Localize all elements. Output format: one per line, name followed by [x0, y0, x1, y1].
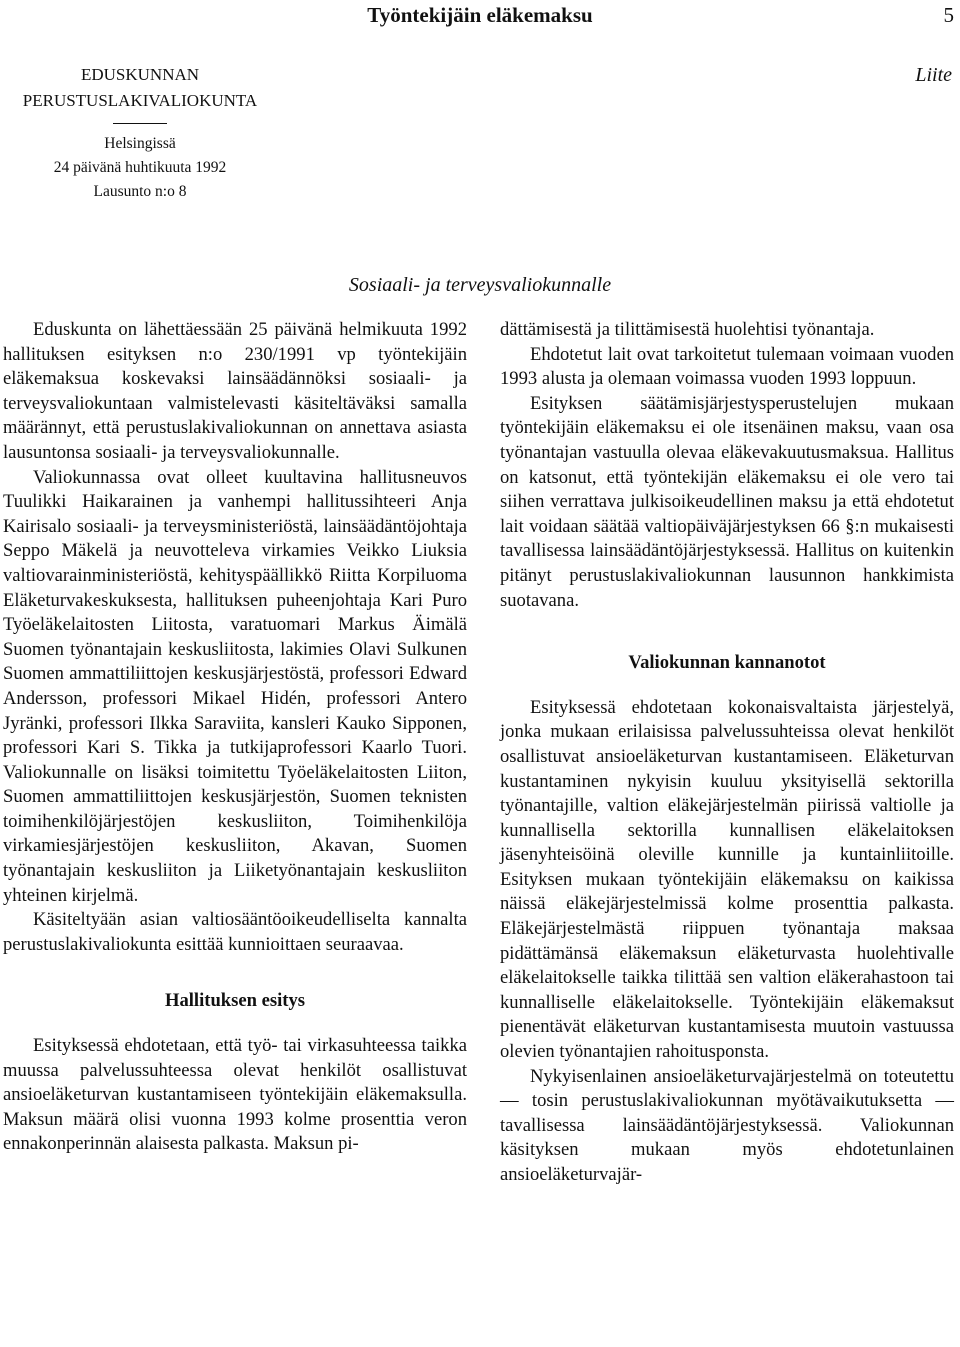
paragraph: Esityksen säätämisjärjestysperustelujen mukaan työntekijäin eläkemaksu ei ole itsenäinen maksu, vaan osa työnantajan vastuulla olevaa eläkevakuutusmaksua. Hallitus on katsonut, että työntekijän eläkemaksu ei ole vero tai siihen verrattava julkisoikeudellinen maksu ja että ehdotetut lait voidaan säätää valtiopäiväjärjestyksen 66 §:n mukaisesti tavallisessa lainsäädäntöjärjestyksessä. Hallitus on kuitenkin pitänyt perustuslakivaliokunnan lausunnon hankkimista suotavana. — [500, 392, 954, 611]
page-number: 5 — [943, 3, 954, 27]
section-heading: Hallituksen esitys — [165, 990, 305, 1012]
sender-date: 24 päivänä huhtikuuta 1992 — [53, 159, 227, 176]
statement-number: Lausunto n:o 8 — [93, 183, 187, 200]
paragraph: Nykyisenlainen ansioeläketurvajärjestelmä on toteutettu — tosin perustuslakivaliokunnan myötävaikutuksetta — tavallisessa lainsäädäntöjärjestyksessä. Valiokunnan käsityksen mukaan myös ehdotetunlainen ansioeläketurvajär- — [500, 1065, 954, 1185]
sender-block — [0, 62, 280, 204]
sender-place: Helsingissä — [104, 135, 176, 152]
running-title: Työntekijäin eläkemaksu — [367, 3, 593, 27]
sender-line-2: PERUSTUSLAKIVALIOKUNTA — [22, 91, 258, 110]
paragraph: Käsiteltyään asian valtiosääntöoikeudelliselta kannalta perustuslakivaliokunta esittää kunnioittaen seuraavaa. — [3, 909, 467, 955]
paragraph: Ehdotetut lait ovat tarkoitetut tulemaan voimaan vuoden 1993 alusta ja olemaan voimassa vuoden 1993 loppuun. — [500, 343, 954, 390]
paragraph: Eduskunta on lähettäessään 25 päivänä helmikuuta 1992 hallituksen esityksen n:o 230/1991 vp työntekijäin eläkemaksua koskevaksi lainsäädännöksi sosiaali- ja terveysvaliokuntaan valmistelevasti käsiteltäväksi samalla määrännyt, että perustuslakivaliokunnan on annettava asiasta lausuntonsa sosiaali- ja terveysvaliokunnalle. — [3, 319, 467, 463]
left-column — [3, 318, 467, 1157]
right-column — [500, 318, 954, 1188]
paragraph: dättämisestä ja tilittämisestä huolehtisi työnantaja. — [500, 319, 875, 340]
appendix-label: Liite — [915, 64, 952, 86]
section-heading: Valiokunnan kannanotot — [628, 652, 826, 674]
sender-line-1: EDUSKUNNAN — [80, 65, 200, 84]
paragraph: Esityksessä ehdotetaan kokonaisvaltaista järjestelyä, jonka mukaan erilaisissa palvelussuhteissa olevat henkilöt osallistuvat ansioeläketurvan kustantamiseen. Eläketurvan kustantaminen nykyisin kuuluu yksityisellä sektorilla työnantajille, valtion eläkejärjestelmän piirissä valtiolle ja kunnallisella sektorilla kunnallisen eläkelaitoksen jäsenyhteisöinä oleville kunnille ja kuntainliitoille. Esityksen mukaan työntekijäin eläkemaksu on kaikissa näissä eläkejärjestelmissä kolme prosenttia palkasta. Eläkejärjestelmästä riippuen työnantaja maksaa pidättämänsä eläkemaksun eläketurvasta huolehtivalle eläkelaitokselle taikka tilittää sen valtion eläkerahastoon tai kunnalliselle eläkelaitokselle. Työntekijäin eläkemaksut pienentävät eläketurvan kustantamisesta muutoin vastuussa olevien työnantajien rahoitusponsta. — [500, 696, 954, 1063]
paragraph: Esityksessä ehdotetaan, että työ- tai virkasuhteessa taikka muussa palvelussuhteessa olevat henkilöt osallistuvat ansioeläketurvan kustantamiseen työntekijäin eläkemaksulla. Maksun määrä olisi vuonna 1993 kolme prosenttia veron ennakonperinnän alaisesta palkasta. Maksun pi- — [3, 1035, 467, 1155]
addressee: Sosiaali- ja terveysvaliokunnalle — [348, 274, 612, 296]
divider — [113, 123, 167, 124]
paragraph: Valiokunnassa ovat olleet kuultavina hallitusneuvos Tuulikki Haikarainen ja vanhempi hallitussihteeri Anja Kairisalo sosiaali- ja terveysministeriöstä, lainsäädäntöjohtaja Seppo Mäkelä ja neuvotteleva virkamies Veikko Liuksia valtiovarainministeriöstä, kehityspäällikkö Riitta Korpiluoma Eläketurvakeskuksesta, hallituksen puheenjohtaja Kari Puro Työeläkelaitosten Liitosta, varatuomari Markus Äimälä Suomen työnantajain keskusliitosta, lakimies Olavi Sulkunen Suomen ammattiliittojen keskusjärjestöstä, professori Edward Andersson, professori Mikael Hidén, professori Antero Jyränki, professori Ilkka Saraviita, kansleri Kauko Sipponen, professori Kari S. Tikka ja tutkijaprofessori Kaarlo Tuori. Valiokunnalle on lisäksi toimitettu Työeläkelaitosten Liiton, Suomen ammattiliittojen keskusjärjestön, Suomen teknisten toimihenkilöjärjestöjen keskusliiton, Toimihenkilöja virkamiesjärjestöjen keskusliiton, Akavan, Suomen työnantajain keskusliiton ja Liiketyönantajain keskusliiton yhteinen kirjelmä. — [3, 466, 467, 906]
